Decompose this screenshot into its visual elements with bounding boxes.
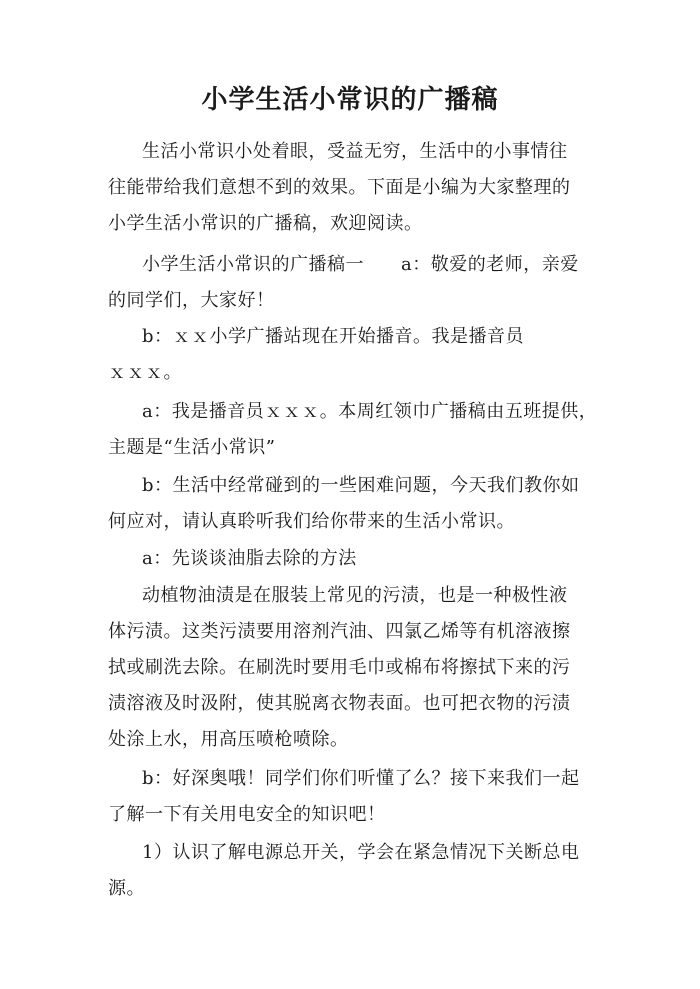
text-line: 体污渍。这类污渍要用溶剂汽油、四氯乙烯等有机溶液擦 [108,621,571,642]
page-title: 小学生活小常识的广播稿 [201,85,499,115]
text-line: 的同学们，大家好！ [108,290,275,311]
text-line: 生活小常识小处着眼，受益无穷，生活中的小事情往 [142,141,568,162]
text-line: 渍溶液及时汲附，使其脱离衣物表面。也可把衣物的污渍 [108,693,571,714]
text-line: 何应对，请认真聆听我们给你带来的生活小常识。 [108,511,515,532]
text-line: ｘｘｘ。 [108,362,182,383]
text-line: 小学生活小常识的广播稿，欢迎阅读。 [108,213,423,234]
text-line: 源。 [108,878,145,899]
text-line: b：生活中经常碰到的一些困难问题，今天我们教你如 [142,475,580,496]
text-line: 动植物油渍是在服装上常见的污渍，也是一种极性液 [142,585,568,606]
text-line: 了解一下有关用电安全的知识吧！ [108,804,386,825]
text-line: b：好深奥哦！同学们你们听懂了么？接下来我们一起 [142,768,580,789]
text-line: 拭或刷洗去除。在刷洗时要用毛巾或棉布将擦拭下来的污 [108,657,571,678]
text-line: 往能带给我们意想不到的效果。下面是小编为大家整理的 [108,177,571,198]
text-line: b：ｘｘ小学广播站现在开始播音。我是播音员 [142,326,525,347]
text-line: 1）认识了解电源总开关，学会在紧急情况下关断总电 [142,842,580,863]
text-line: a：我是播音员ｘｘｘ。本周红领巾广播稿由五班提供， [142,401,598,422]
text-line: 主题是“生活小常识” [108,437,276,458]
text-line: 处涂上水，用高压喷枪喷除。 [108,729,349,750]
text-line: a：先谈谈油脂去除的方法 [142,548,357,569]
text-line: 小学生活小常识的广播稿一 a：敬爱的老师，亲爱 [142,254,579,275]
